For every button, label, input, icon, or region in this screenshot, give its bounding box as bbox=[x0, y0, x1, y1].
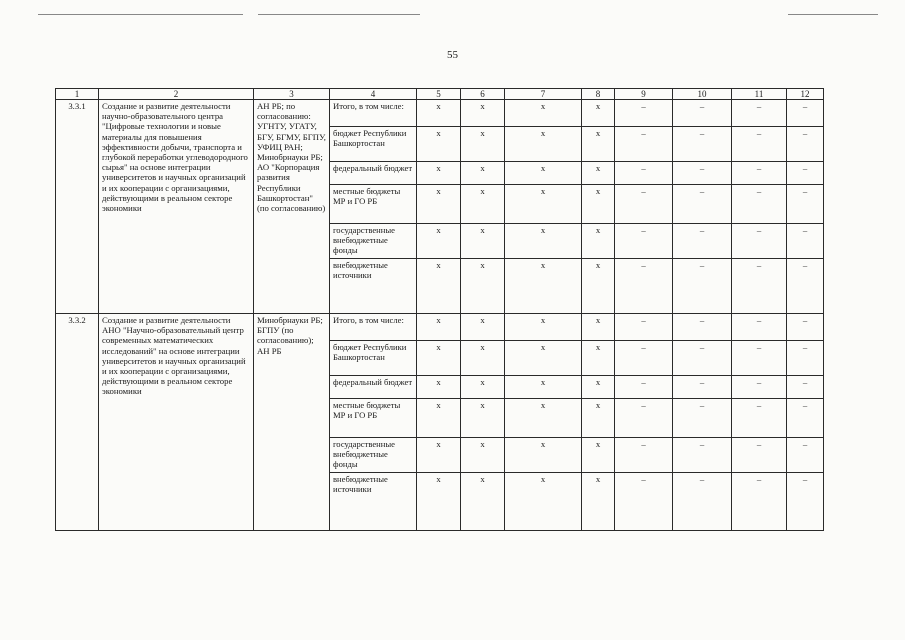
value-cell: x bbox=[417, 162, 461, 185]
value-cell: – bbox=[615, 341, 673, 376]
value-cell: – bbox=[787, 438, 824, 473]
funding-source: местные бюджеты МР и ГО РБ bbox=[330, 185, 417, 224]
value-cell: – bbox=[732, 162, 787, 185]
header-cell: 8 bbox=[582, 89, 615, 100]
page-number: 55 bbox=[447, 49, 458, 61]
value-cell: x bbox=[505, 185, 582, 224]
value-cell: x bbox=[461, 224, 505, 259]
value-cell: x bbox=[582, 185, 615, 224]
value-cell: – bbox=[673, 314, 732, 341]
item-number: 3.3.2 bbox=[56, 314, 99, 531]
value-cell: x bbox=[505, 314, 582, 341]
funding-source: местные бюджеты МР и ГО РБ bbox=[330, 399, 417, 438]
header-cell: 9 bbox=[615, 89, 673, 100]
value-cell: – bbox=[787, 341, 824, 376]
value-cell: – bbox=[615, 162, 673, 185]
item-description: Создание и развитие деятельности АНО "Научно-образовательный центр современных математических исследований" на основе интеграции университетов и научных организаций и их кооперации с организациями, действующими в реальном секторе экономики bbox=[99, 314, 254, 531]
value-cell: x bbox=[582, 341, 615, 376]
value-cell: – bbox=[673, 127, 732, 162]
value-cell: x bbox=[582, 399, 615, 438]
item-number: 3.3.1 bbox=[56, 100, 99, 314]
value-cell: x bbox=[582, 259, 615, 314]
value-cell: x bbox=[582, 438, 615, 473]
value-cell: – bbox=[673, 162, 732, 185]
value-cell: – bbox=[787, 376, 824, 399]
value-cell: x bbox=[582, 224, 615, 259]
value-cell: x bbox=[461, 438, 505, 473]
value-cell: – bbox=[787, 473, 824, 531]
value-cell: x bbox=[417, 185, 461, 224]
scan-edge-line bbox=[258, 14, 420, 15]
value-cell: – bbox=[732, 185, 787, 224]
value-cell: x bbox=[461, 100, 505, 127]
value-cell: x bbox=[461, 127, 505, 162]
header-cell: 4 bbox=[330, 89, 417, 100]
value-cell: – bbox=[787, 100, 824, 127]
value-cell: – bbox=[787, 127, 824, 162]
header-cell: 5 bbox=[417, 89, 461, 100]
value-cell: x bbox=[505, 399, 582, 438]
value-cell: x bbox=[417, 376, 461, 399]
value-cell: – bbox=[787, 224, 824, 259]
value-cell: x bbox=[582, 473, 615, 531]
value-cell: – bbox=[787, 162, 824, 185]
value-cell: x bbox=[417, 473, 461, 531]
scan-edge-line bbox=[788, 14, 878, 15]
value-cell: x bbox=[461, 399, 505, 438]
value-cell: – bbox=[615, 185, 673, 224]
value-cell: x bbox=[461, 341, 505, 376]
value-cell: x bbox=[582, 162, 615, 185]
value-cell: x bbox=[417, 399, 461, 438]
value-cell: – bbox=[732, 100, 787, 127]
value-cell: – bbox=[787, 314, 824, 341]
value-cell: x bbox=[417, 127, 461, 162]
value-cell: x bbox=[505, 473, 582, 531]
item-executors: Минобрнауки РБ; БГПУ (по согласованию); АН РБ bbox=[254, 314, 330, 531]
funding-source: внебюджетные источники bbox=[330, 259, 417, 314]
funding-source: Итого, в том числе: bbox=[330, 100, 417, 127]
value-cell: x bbox=[582, 100, 615, 127]
item-executors: АН РБ; по согласованию: УГНТУ, УГАТУ, БГУ, БГМУ, БГПУ, УФИЦ РАН; Минобрнауки РБ; АО "Корпорация развития Республики Башкортостан" (по согласованию) bbox=[254, 100, 330, 314]
value-cell: – bbox=[732, 259, 787, 314]
header-cell: 1 bbox=[56, 89, 99, 100]
value-cell: x bbox=[417, 100, 461, 127]
value-cell: x bbox=[505, 341, 582, 376]
value-cell: x bbox=[505, 438, 582, 473]
funding-source: федеральный бюджет bbox=[330, 162, 417, 185]
value-cell: – bbox=[732, 314, 787, 341]
value-cell: – bbox=[787, 185, 824, 224]
value-cell: – bbox=[673, 438, 732, 473]
value-cell: x bbox=[461, 473, 505, 531]
value-cell: x bbox=[582, 376, 615, 399]
header-row bbox=[56, 89, 824, 100]
value-cell: – bbox=[615, 438, 673, 473]
value-cell: – bbox=[732, 224, 787, 259]
value-cell: – bbox=[615, 376, 673, 399]
value-cell: – bbox=[615, 473, 673, 531]
value-cell: x bbox=[461, 314, 505, 341]
funding-source: внебюджетные источники bbox=[330, 473, 417, 531]
header-cell: 6 bbox=[461, 89, 505, 100]
value-cell: x bbox=[417, 438, 461, 473]
value-cell: – bbox=[673, 399, 732, 438]
header-cell: 11 bbox=[732, 89, 787, 100]
value-cell: – bbox=[615, 399, 673, 438]
value-cell: – bbox=[615, 100, 673, 127]
scan-edge-line bbox=[38, 14, 243, 15]
value-cell: – bbox=[787, 399, 824, 438]
value-cell: x bbox=[582, 314, 615, 341]
value-cell: – bbox=[673, 473, 732, 531]
value-cell: – bbox=[732, 399, 787, 438]
funding-source: бюджет Республики Башкортостан bbox=[330, 341, 417, 376]
value-cell: – bbox=[673, 185, 732, 224]
funding-source: федеральный бюджет bbox=[330, 376, 417, 399]
funding-table bbox=[55, 88, 824, 531]
value-cell: – bbox=[673, 341, 732, 376]
value-cell: – bbox=[732, 341, 787, 376]
value-cell: – bbox=[615, 224, 673, 259]
funding-source: государственные внебюджетные фонды bbox=[330, 438, 417, 473]
header-cell: 12 bbox=[787, 89, 824, 100]
header-cell: 2 bbox=[99, 89, 254, 100]
value-cell: x bbox=[505, 127, 582, 162]
value-cell: x bbox=[505, 376, 582, 399]
value-cell: – bbox=[615, 127, 673, 162]
value-cell: x bbox=[505, 162, 582, 185]
value-cell: – bbox=[673, 259, 732, 314]
value-cell: – bbox=[673, 100, 732, 127]
value-cell: x bbox=[461, 185, 505, 224]
value-cell: – bbox=[732, 127, 787, 162]
value-cell: – bbox=[787, 259, 824, 314]
value-cell: – bbox=[615, 259, 673, 314]
value-cell: – bbox=[673, 376, 732, 399]
value-cell: x bbox=[417, 259, 461, 314]
header-cell: 10 bbox=[673, 89, 732, 100]
table-row bbox=[56, 314, 824, 341]
value-cell: x bbox=[505, 100, 582, 127]
value-cell: x bbox=[505, 259, 582, 314]
value-cell: x bbox=[461, 259, 505, 314]
value-cell: – bbox=[615, 314, 673, 341]
item-description: Создание и развитие деятельности научно-образовательного центра "Цифровые технологии и новые материалы для повышения эффективности добычи, транспорта и глубокой переработки углеводородного сырья" на основе интеграции университетов и научных организаций и их кооперации с организациями, действующими в реальном секторе экономики bbox=[99, 100, 254, 314]
value-cell: – bbox=[732, 438, 787, 473]
funding-source: бюджет Республики Башкортостан bbox=[330, 127, 417, 162]
value-cell: x bbox=[461, 376, 505, 399]
value-cell: – bbox=[732, 473, 787, 531]
funding-source: государственные внебюджетные фонды bbox=[330, 224, 417, 259]
value-cell: x bbox=[505, 224, 582, 259]
value-cell: – bbox=[673, 224, 732, 259]
header-cell: 3 bbox=[254, 89, 330, 100]
value-cell: – bbox=[732, 376, 787, 399]
value-cell: x bbox=[461, 162, 505, 185]
funding-source: Итого, в том числе: bbox=[330, 314, 417, 341]
value-cell: x bbox=[582, 127, 615, 162]
value-cell: x bbox=[417, 224, 461, 259]
header-cell: 7 bbox=[505, 89, 582, 100]
value-cell: x bbox=[417, 314, 461, 341]
table-row bbox=[56, 100, 824, 127]
value-cell: x bbox=[417, 341, 461, 376]
